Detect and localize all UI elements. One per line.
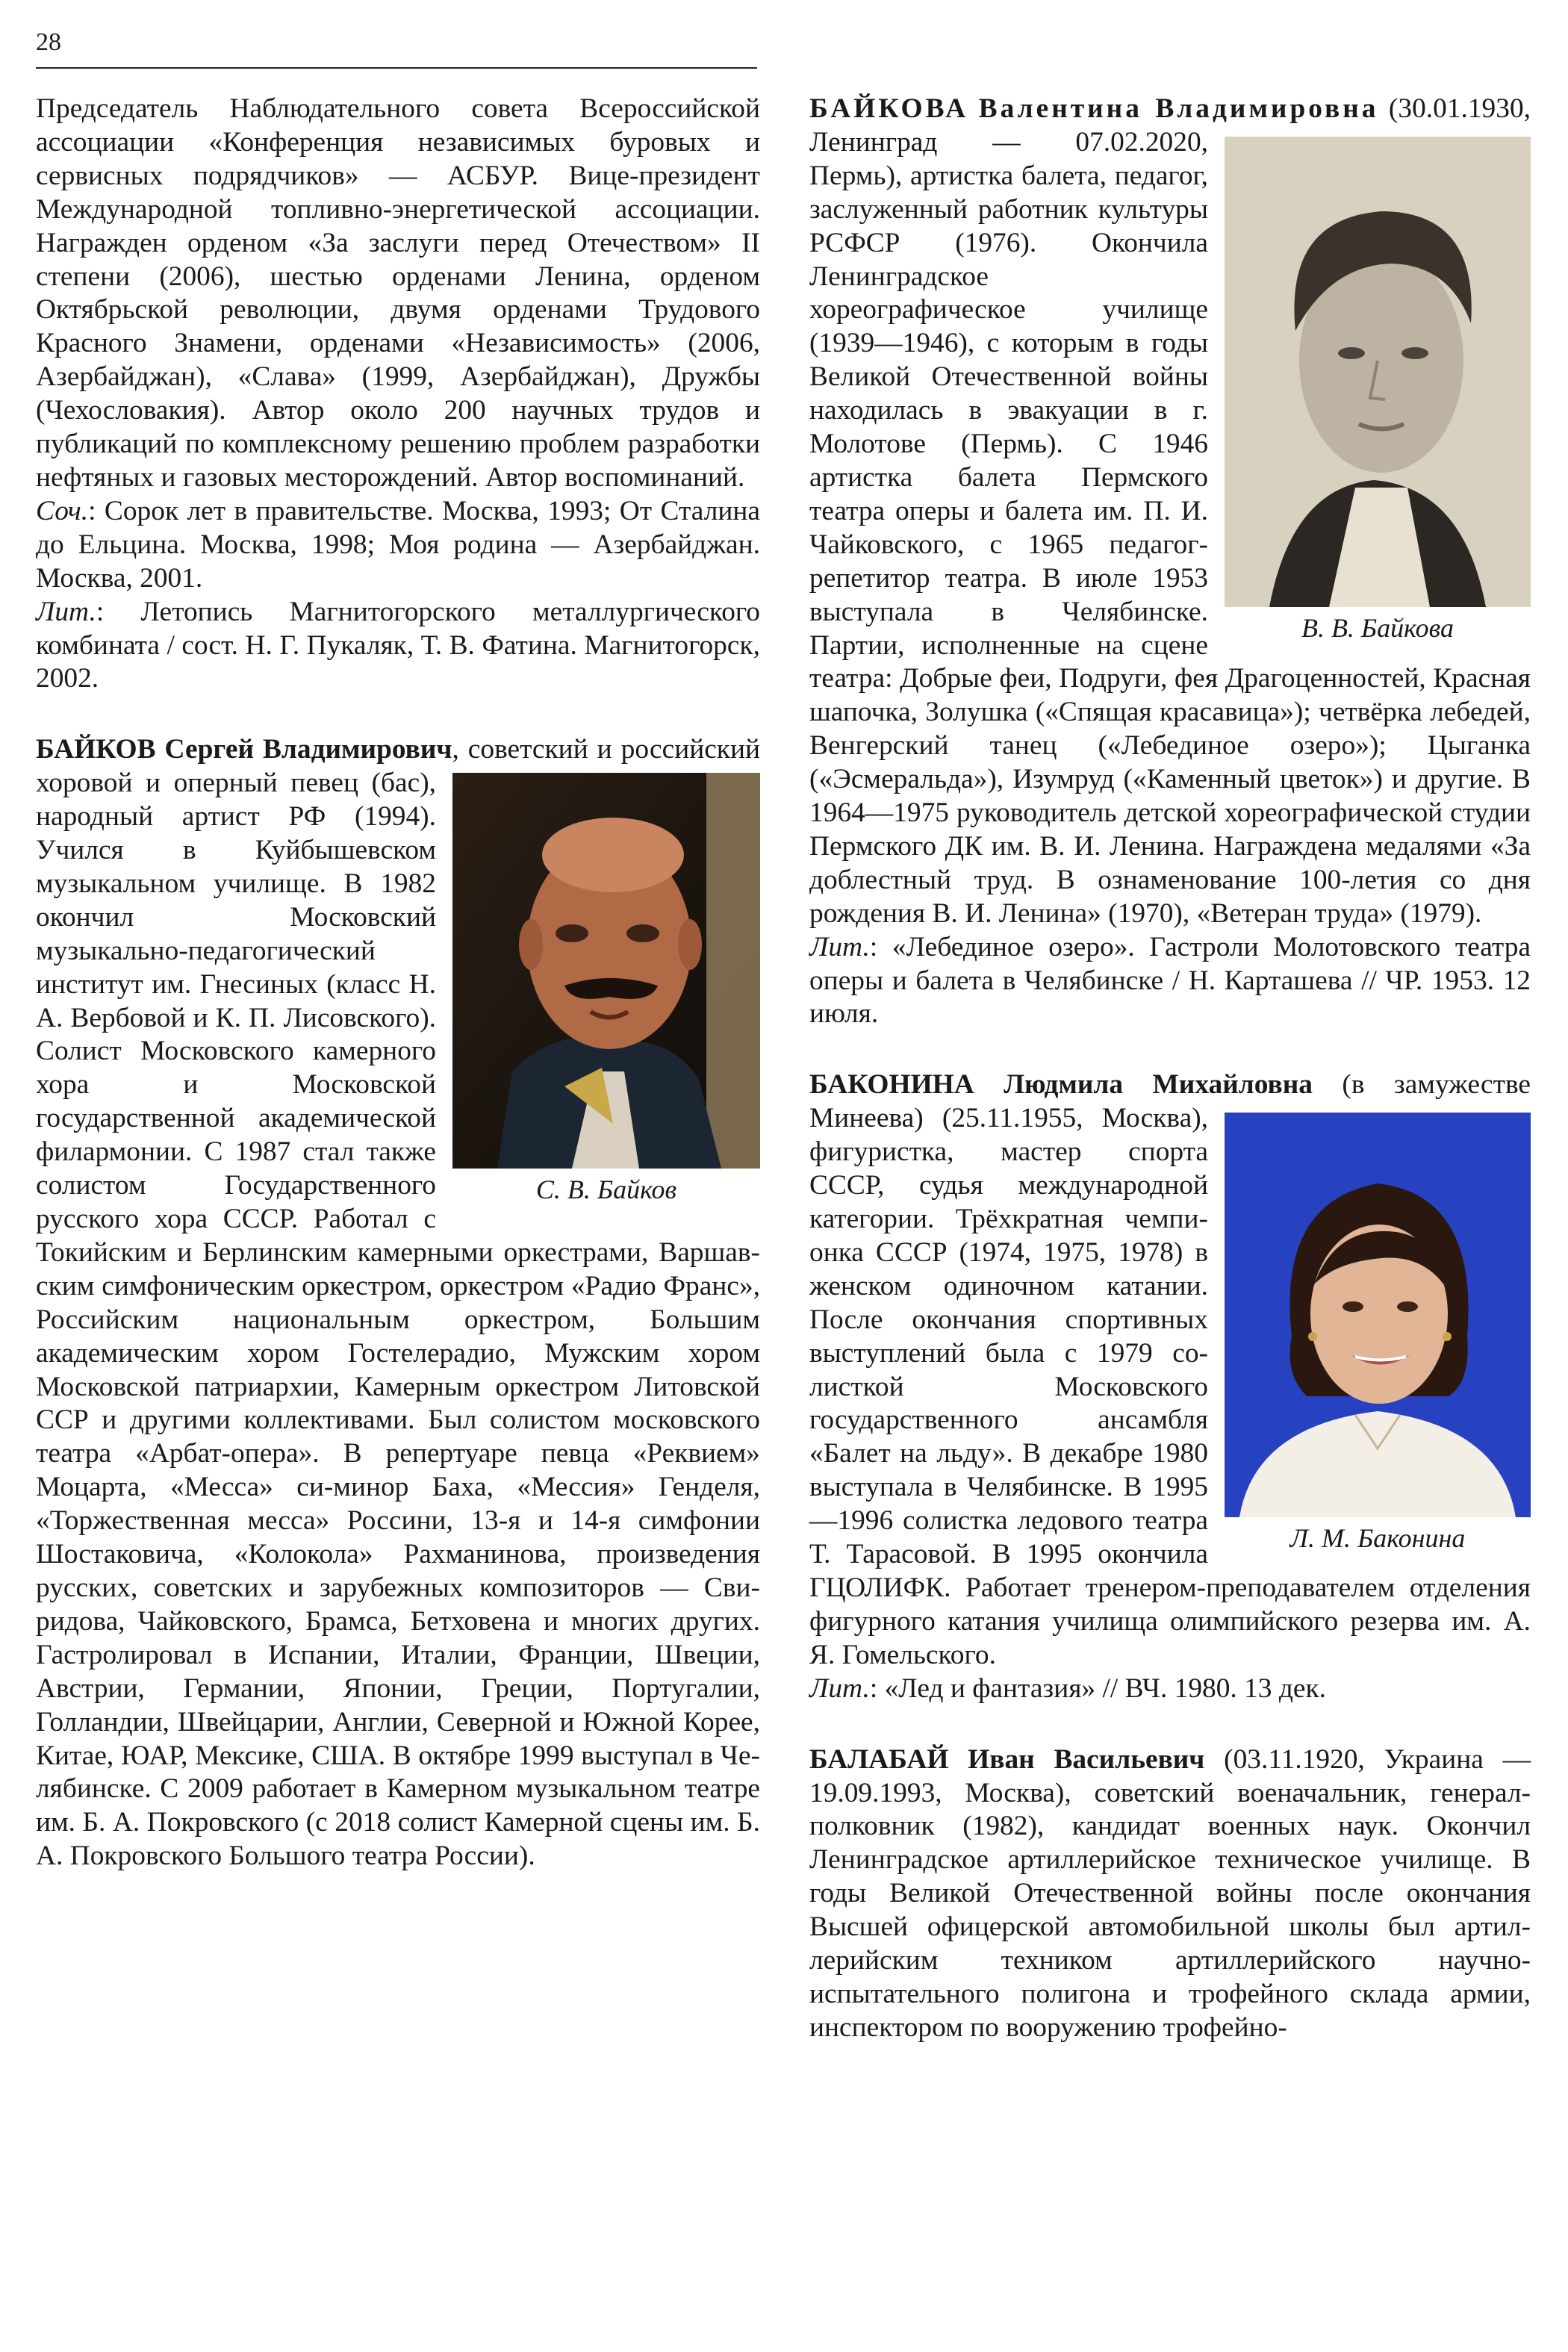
portrait-bakonina-photo (1225, 1113, 1531, 1517)
continued-entry-text: Председатель Наблюдательного совета Всероссийской ассоциации «Конференция независимых буровых и сервисных подрядчиков» — АСБУР. Вице-президент Международной топливно-энергетической ассоциации. Награжден орденом «За заслуги перед Отечеством» II степени (2006), шестью орденами Ленина, орденом Октябрьской революции, двумя орденами Трудового Красного Знамени, орденами «Независимость» (2006, Азербайджан), «Слава» (1999, Азербайджан), Дружбы (Чехословакия). Автор около 200 научных трудов и публикаций по комплексному решению проблем разработки нефтяных и газовых месторождений. Автор воспоминаний. (36, 93, 760, 493)
entry-surname: БАЛАБАЙ (809, 1743, 949, 1775)
works-text: : Сорок лет в правительстве. Москва, 1993; От Сталина до Ельцина. Москва, 1998; Моя родина — Азербайджан. Москва, 2001. (36, 495, 760, 594)
entry-given-names: Сергей Владимирович (164, 734, 452, 765)
entry-surname: БАЙКОВА (809, 93, 969, 124)
literature-reference (809, 931, 1531, 1032)
literature-text: : «Лебединое озеро». Гастроли Молотовского театра оперы и балета в Челябинске / Н. Карташева // ЧР. 1953. 12 июля. (809, 931, 1531, 1030)
portrait-baykov-caption: С. В. Байков (535, 1175, 677, 1205)
portrait-baykova-caption: В. В. Байкова (1301, 612, 1455, 643)
works-label: Соч. (36, 495, 89, 526)
entry-surname: БАКОНИНА (809, 1069, 974, 1101)
literature-reference (36, 596, 760, 697)
portrait-baykova-figure (1225, 137, 1531, 644)
entry-text: , советский и российский хоровой и оперный певец (бас), народный артист РФ (1994). Учился в Куйбышевском музыкальном училище. В 1982 окончил Московский музыкально-педагогический институт им. Гнесиных (класс Н. А. Вербовой и К. П. Лисовского). Солист Московского камерного хора и Московской государственной академической филармонии. С 1987 стал также солистом Государственного русского хора СССР. Работал с Токийским и Берлинским камерными оркестрами, Варшавским симфоническим оркестром, оркестром «Радио Франс», Российским национальным оркестром, Большим академическим хором Гостелерадио, Мужским хором Московской патриархии, Камерным оркестром Литовской ССР и другими коллективами. Был солистом московского театра «Арбат-опера». В репертуаре певца «Реквием» Моцарта, «Месса» си-минор Баха, «Мессия» Генделя, «Торжественная месса» Россини, 13-я и 14-я симфонии Шостаковича, «Колокола» Рахманинова, произведения русских, советских и зарубежных композиторов — Свиридова, Чайковского, Брамса, Бетховена и многих других. Гастролировал в Испании, Италии, Франции, Швеции, Австрии, Германии, Японии, Греции, Португалии, Голландии, Швейцарии, Англии, Северной и Южной Корее, Китае, ЮАР, Мексике, США. В октябре 1999 выступал в Челябинске. С 2009 работает в Камерном музыкальном театре им. Б. А. Покровского (с 2018 солист Камерной сцены им. Б. А. Покровского Большого театра России). (36, 734, 760, 1872)
literature-text: : «Лед и фантазия» // ВЧ. 1980. 13 дек. (869, 1673, 1326, 1704)
entry-given-names: Валентина Владимировна (978, 93, 1379, 124)
portrait-baykov-figure (452, 773, 760, 1206)
right-column (809, 93, 1531, 2045)
entry-baykova (809, 93, 1531, 931)
entry-heading (809, 93, 1378, 124)
literature-label: Лит. (809, 1673, 870, 1704)
entry-heading (36, 734, 452, 765)
works-reference (36, 495, 760, 596)
page-number: 28 (36, 28, 61, 56)
header-rule (36, 67, 757, 69)
entry-text: (в замужестве Минеева) (25.11.1955, Москва), фигуристка, мастер спорта СССР, судья международной категории. Трёхкратная чемпионка СССР (1974, 1975, 1978) в женском одиночном катании. После окончания спортивных выступлений была с 1979 солисткой Московского государственного ансамбля «Балет на льду». В декабре 1980 выступала в Челябинске. В 1995—1996 солистка ледового театра Т. Тарасовой. В 1995 окончила ГЦОЛИФК. Работает тренером-преподавателем отделения фигурного катания училища олимпийского резерва им. А. Я. Гомельского. (809, 1069, 1531, 1670)
entry-heading (809, 1744, 1204, 1775)
literature-label: Лит. (809, 931, 870, 962)
entry-surname: БАЙКОВ (36, 734, 156, 765)
entry-text: (30.01.1930, Ленинград — 07.02.2020, Пермь), артистка балета, педагог, заслуженный работник культуры РСФСР (1976). Окончила Ленинградское хореографическое училище (1939—1946), с которым в годы Великой Отечественной войны находилась в эвакуации в г. Молотове (Пермь). С 1946 артистка балета Пермского театра оперы и балета им. П. И. Чайковского, с 1965 педагог-репетитор театра. В июле 1953 выступала в Челябинске. Партии, исполненные на сцене театра: Добрые феи, Подруги, фея Драгоценностей, Красная шапочка, Золушка («Спящая красавица»); четвёрка лебедей, Венгерский танец («Лебединое озеро»); Цыганка («Эсмеральда»), Изумруд («Каменный цветок») и другие. В 1964—1975 руководитель детской хореографической студии Пермского ДК им. В. И. Ленина. Награждена медалями «За доблестный труд. В ознаменование 100-летия со дня рождения В. И. Ленина» (1970), «Ветеран труда» (1979). (809, 93, 1531, 929)
entry-baykov (36, 733, 760, 1873)
portrait-baykov-photo (452, 773, 760, 1169)
literature-reference (809, 1673, 1531, 1706)
entry-heading (809, 1069, 1313, 1100)
literature-label: Лит. (36, 596, 96, 627)
entry-balabay (809, 1743, 1531, 2045)
entry-given-names: Иван Васильевич (968, 1743, 1205, 1775)
entry-text: (03.11.1920, Украина — 19.09.1993, Москва), советский военачальник, генерал-полковник (1982), кандидат военных наук. Окончил Ленинградское артиллерийское техническое училище. В годы Великой Отечественной войны после окончания Высшей офицерской автомобильной школы был артиллерийским техником артиллерийского научно-испытательного полигона и трофейного склада армии, инспектором по вооружению трофейно- (809, 1743, 1531, 2043)
portrait-baykova-photo (1225, 137, 1531, 607)
left-column (36, 93, 760, 1873)
entry-given-names: Людмила Михайловна (1004, 1069, 1313, 1101)
portrait-bakonina-figure (1225, 1113, 1531, 1555)
entry-bakonina (809, 1068, 1531, 1672)
literature-text: : Летопись Магнитогорского металлургического комбината / сост. Н. Г. Пукаляк, Т. В. Фатина. Магнитогорск, 2002. (36, 596, 760, 694)
portrait-bakonina-caption: Л. М. Баконина (1289, 1523, 1466, 1554)
